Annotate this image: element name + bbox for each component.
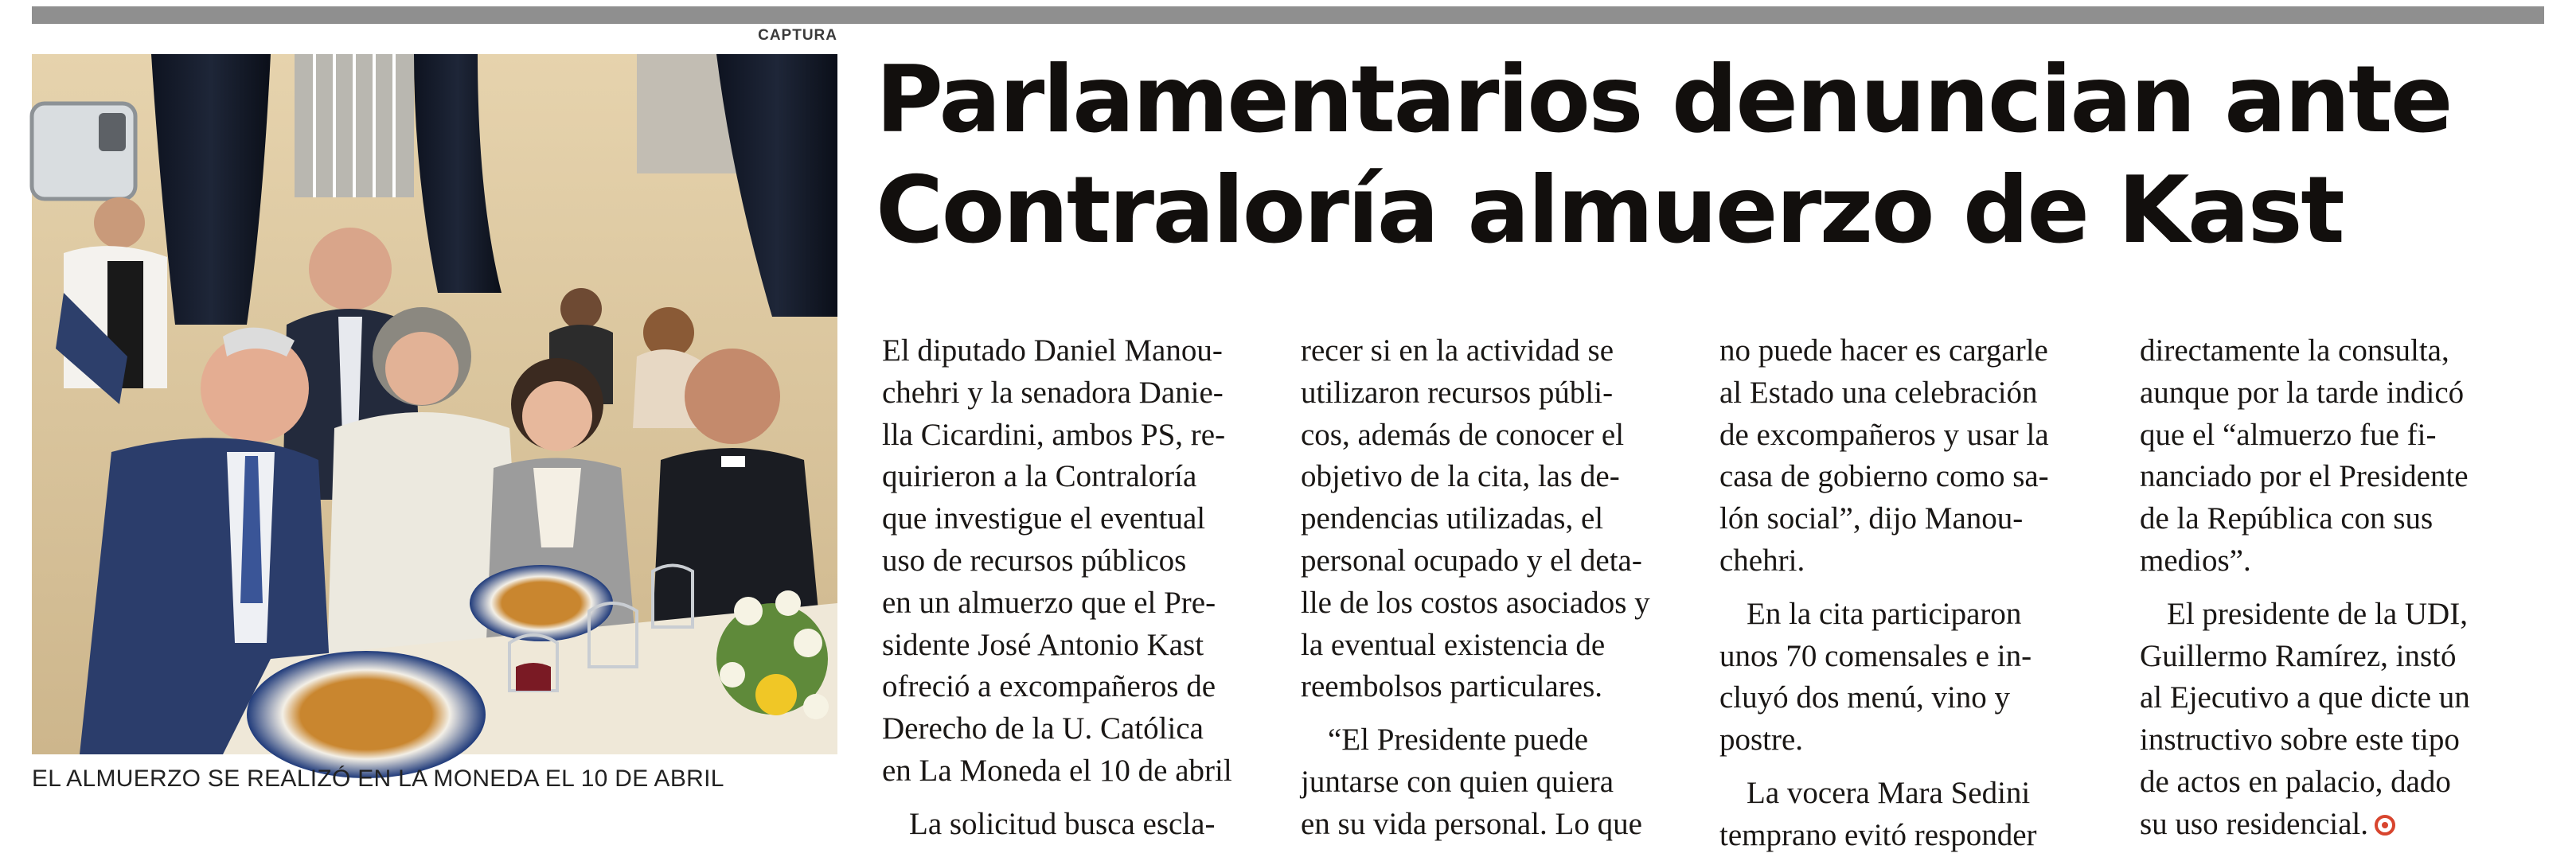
body-line: de la República con sus xyxy=(2140,501,2434,536)
body-line: la eventual existencia de xyxy=(1301,627,1606,662)
body-line: que investigue el eventual xyxy=(882,501,1206,536)
body-line: sidente José Antonio Kast xyxy=(882,627,1204,662)
body-line-last xyxy=(2140,804,2528,846)
body-line: Derecho de la U. Católica xyxy=(882,711,1204,746)
body-line: chehri. xyxy=(1719,543,1805,578)
photo-caption: EL ALMUERZO SE REALIZÓ EN LA MONEDA EL 10 DE ABRIL xyxy=(32,765,724,792)
photo-credit: CAPTURA xyxy=(758,27,837,44)
headline xyxy=(876,45,2547,266)
body-line: de excompañeros y usar la xyxy=(1719,417,2049,452)
body-line: aunque por la tarde indicó xyxy=(2140,375,2465,410)
body-line: La solicitud busca escla- xyxy=(909,806,1216,841)
body-line: Guillermo Ramírez, instó xyxy=(2140,638,2457,673)
body-line: El diputado Daniel Manou- xyxy=(882,333,1223,368)
body-line: juntarse con quien quiera xyxy=(1301,764,1614,799)
body-line: unos 70 comensales e in- xyxy=(1719,638,2032,673)
body-line: en su vida personal. Lo que xyxy=(1301,806,1642,841)
body-line: chehri y la senadora Danie- xyxy=(882,375,1224,410)
body-line: en La Moneda el 10 de abril xyxy=(882,753,1232,788)
body-line: La vocera Mara Sedini xyxy=(1747,775,2031,810)
body-line: cluyó dos menú, vino y xyxy=(1719,680,2011,715)
body-line: temprano evitó responder xyxy=(1719,817,2037,852)
body-column-2 xyxy=(1301,330,1689,846)
body-line: ofreció a excompañeros de xyxy=(882,669,1216,704)
body-column-3 xyxy=(1719,330,2108,857)
article-photo xyxy=(32,54,837,754)
body-line: directamente la consulta, xyxy=(2140,333,2449,368)
body-line: de actos en palacio, dado xyxy=(2140,764,2451,799)
body-line: al Estado una celebración xyxy=(1719,375,2038,410)
body-line: cos, además de conocer el xyxy=(1301,417,1625,452)
body-line: reembolsos particulares. xyxy=(1301,669,1603,704)
body-line: lón social”, dijo Manou- xyxy=(1719,501,2024,536)
body-line: casa de gobierno como sa- xyxy=(1719,459,2049,494)
body-line: En la cita participaron xyxy=(1747,596,2022,631)
body-line: medios”. xyxy=(2140,543,2251,578)
body-line: recer si en la actividad se xyxy=(1301,333,1614,368)
body-line: utilizaron recursos públi- xyxy=(1301,375,1614,410)
body-line: nanciado por el Presidente xyxy=(2140,459,2469,494)
body-line: postre. xyxy=(1719,723,1804,758)
body-line: objetivo de la cita, las de- xyxy=(1301,459,1620,494)
body-line: personal ocupado y el deta- xyxy=(1301,543,1642,578)
headline-line-2: Contraloría almuerzo de Kast xyxy=(876,157,2344,264)
body-line-text: su uso residencial. xyxy=(2140,806,2369,841)
body-line: quirieron a la Contraloría xyxy=(882,459,1197,494)
body-line: uso de recursos públicos xyxy=(882,543,1187,578)
body-line: El presidente de la UDI, xyxy=(2167,596,2468,631)
body-line: en un almuerzo que el Pre- xyxy=(882,585,1216,620)
body-line: no puede hacer es cargarle xyxy=(1719,333,2048,368)
body-line: “El Presidente puede xyxy=(1328,723,1589,758)
body-column-1 xyxy=(882,330,1270,846)
body-line: pendencias utilizadas, el xyxy=(1301,501,1604,536)
headline-line-1: Parlamentarios denuncian ante xyxy=(876,46,2452,154)
body-line: lle de los costos asociados y xyxy=(1301,585,1650,620)
body-line: que el “almuerzo fue fi- xyxy=(2140,417,2437,452)
body-line: al Ejecutivo a que dicte un xyxy=(2140,680,2470,715)
body-column-4 xyxy=(2140,330,2528,846)
end-of-article-circle-icon xyxy=(2375,815,2395,836)
body-line: instructivo sobre este tipo xyxy=(2140,723,2460,758)
top-rule xyxy=(32,6,2544,24)
body-line: lla Cicardini, ambos PS, re- xyxy=(882,417,1226,452)
photo-illustration xyxy=(32,54,837,754)
